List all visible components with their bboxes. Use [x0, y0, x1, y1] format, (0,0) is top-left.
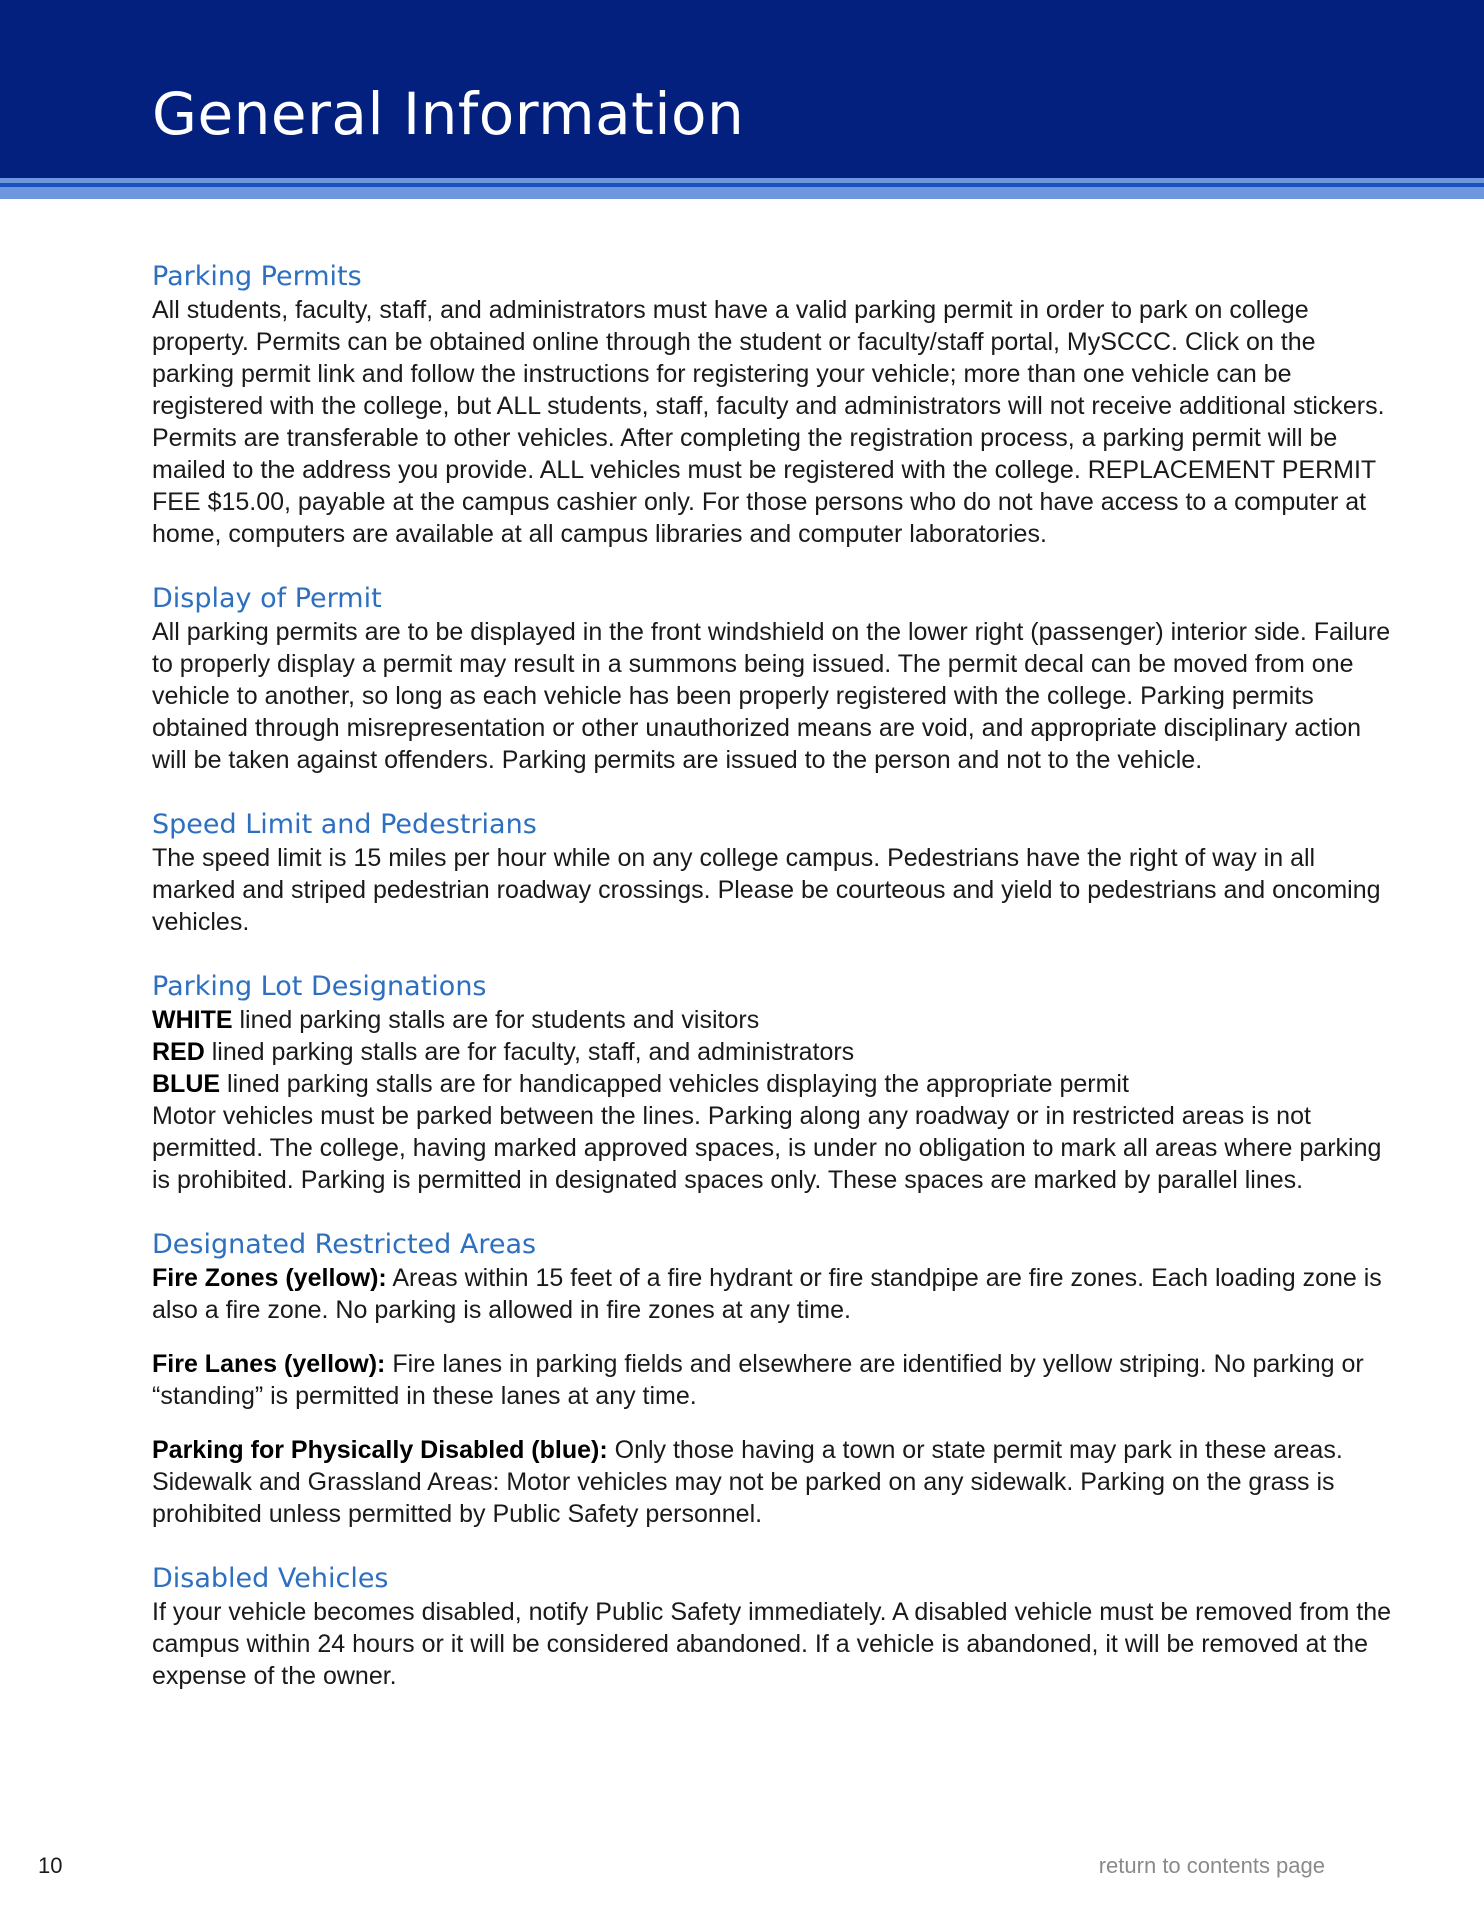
fire-lanes-paragraph [152, 1348, 1402, 1412]
section-heading: Designated Restricted Areas [152, 1229, 537, 1260]
section-lot-designations [152, 970, 1402, 1196]
designation-white-text: lined parking stalls are for students and visitors [232, 1006, 760, 1034]
section-heading: Disabled Vehicles [152, 1563, 389, 1594]
fire-lanes-label: Fire Lanes (yellow): [152, 1350, 386, 1378]
section-disabled-vehicles [152, 1562, 1402, 1692]
section-heading: Parking Lot Designations [152, 971, 487, 1002]
fire-zones-text: Areas within 15 feet of a fire hydrant or fire standpipe are fire zones. Each loading zone is also a fire zone. No parking is allowed in fire zones at any time. [152, 1264, 1382, 1324]
fire-zones-paragraph [152, 1262, 1402, 1326]
section-paragraph: If your vehicle becomes disabled, notify Public Safety immediately. A disabled vehicle must be removed from the campus within 24 hours or it will be considered abandoned. If a vehicle is abandoned, it will be removed at the expense of the owner. [152, 1598, 1392, 1690]
section-heading: Display of Permit [152, 583, 382, 614]
designation-red [152, 1036, 1402, 1068]
section-parking-permits [152, 260, 1402, 550]
designation-blue-label: BLUE [152, 1070, 221, 1098]
section-paragraph: All students, faculty, staff, and administrators must have a valid parking permit in order to park on college property. Permits can be obtained online through the student or faculty/staff portal, MySCCC. Click on the parking permit link and follow the instructions for registering your vehicle; more than one vehicle can be registered with the college, but ALL students, staff, faculty and administrators will not receive additional stickers. Permits are transferable to other vehicles. After completing the registration process, a parking permit will be mailed to the address you provide. ALL vehicles must be registered with the college. REPLACEMENT PERMIT FEE $15.00, payable at the campus cashier only. For those persons who do not have access to a computer at home, computers are available at all campus libraries and computer laboratories. [152, 296, 1385, 548]
header-rule-bottom [0, 187, 1484, 199]
designation-blue-text: lined parking stalls are for handicapped vehicles displaying the appropriate permit [220, 1070, 1129, 1098]
designation-red-label: RED [152, 1038, 205, 1066]
designation-white [152, 1004, 1402, 1036]
page-title: General Information [152, 80, 745, 148]
disabled-parking-text: Only those having a town or state permit may park in these areas. Sidewalk and Grassland Areas: Motor vehicles may not be parked on any sidewalk. Parking on the grass is prohibited unless permitted by Public Safety personnel. [152, 1436, 1343, 1528]
designation-blue [152, 1068, 1402, 1100]
fire-lanes-text: Fire lanes in parking fields and elsewhere are identified by yellow striping. No parking or “standing” is permitted in these lanes at any time. [152, 1350, 1364, 1410]
section-display-of-permit [152, 582, 1402, 776]
section-restricted-areas [152, 1228, 1402, 1530]
section-heading: Speed Limit and Pedestrians [152, 809, 537, 840]
section-paragraph: Motor vehicles must be parked between the lines. Parking along any roadway or in restricted areas is not permitted. The college, having marked approved spaces, is under no obligation to mark all areas where parking is prohibited. Parking is permitted in designated spaces only. These spaces are marked by parallel lines. [152, 1102, 1382, 1194]
section-heading: Parking Permits [152, 261, 362, 292]
designation-red-text: lined parking stalls are for faculty, staff, and administrators [204, 1038, 855, 1066]
fire-zones-label: Fire Zones (yellow): [152, 1264, 387, 1292]
designation-white-label: WHITE [152, 1006, 233, 1034]
header-band [0, 0, 1484, 178]
section-paragraph: All parking permits are to be displayed in the front windshield on the lower right (passenger) interior side. Failure to properly display a permit may result in a summons being issued. The permit decal can be moved from one vehicle to another, so long as each vehicle has been properly registered with the college. Parking permits obtained through misrepresentation or other unauthorized means are void, and appropriate disciplinary action will be taken against offenders. Parking permits are issued to the person and not to the vehicle. [152, 618, 1391, 774]
section-speed-limit [152, 808, 1402, 938]
return-to-contents-link[interactable]: return to contents page [1098, 1853, 1325, 1878]
main-content [152, 260, 1402, 1724]
disabled-parking-paragraph [152, 1434, 1402, 1530]
page-number: 10 [38, 1853, 63, 1878]
section-paragraph: The speed limit is 15 miles per hour while on any college campus. Pedestrians have the right of way in all marked and striped pedestrian roadway crossings. Please be courteous and yield to pedestrians and oncoming vehicles. [152, 844, 1381, 936]
disabled-parking-label: Parking for Physically Disabled (blue): [152, 1436, 608, 1464]
